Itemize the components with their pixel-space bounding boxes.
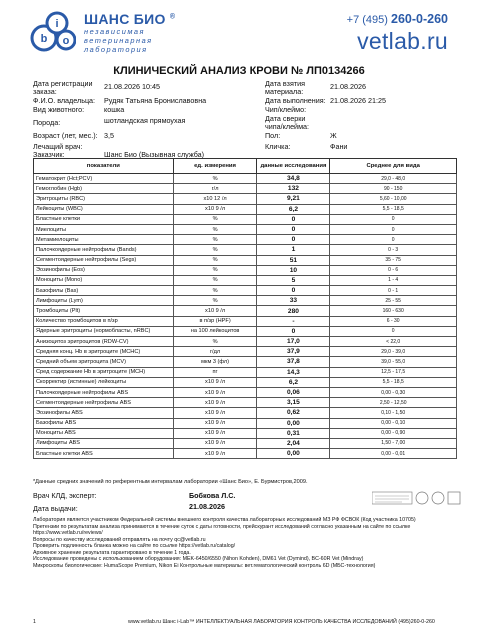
reference-range: 0,10 - 1,50 [330, 408, 457, 418]
result-value: - [257, 316, 330, 326]
parameter-name: Эритроциты (RBC) [34, 194, 174, 204]
result-value: 33 [257, 296, 330, 306]
parameter-name: Количество тромбоцитов в п/зр [34, 316, 174, 326]
certification-marks-icon [372, 490, 462, 508]
reference-range: 29,0 - 39,0 [330, 347, 457, 357]
parameter-name: Сегментоядерные нейтрофилы ABS [34, 398, 174, 408]
parameter-name: Эозинофилы (Eos) [34, 265, 174, 275]
sample-date-label: Дата взятия материала: [265, 79, 306, 97]
svg-text:i: i [55, 18, 59, 30]
unit: г/л [173, 184, 257, 194]
parameter-name: Средняя конц. Hb в эритроците (MCHC) [34, 347, 174, 357]
results-header-row [34, 159, 457, 174]
reference-range: 1,50 - 7,00 [330, 438, 457, 448]
unit: % [173, 337, 257, 347]
parameter-name: Гемоглобин (Hgb) [34, 184, 174, 194]
table-row [34, 326, 457, 336]
note-line: Вопросы по качеству исследований отправлять на почту qc@vetlab.ru [33, 536, 206, 543]
parameter-name: Тромбоциты (Plt) [34, 306, 174, 316]
breed-label: Порода: [33, 118, 61, 127]
parameter-name: Миелоциты [34, 224, 174, 234]
parameter-name: Сред содержание Hb в эритроците (MCH) [34, 367, 174, 377]
sex-label: Пол: [265, 131, 281, 140]
parameter-name: Лейкоциты (WBC) [34, 204, 174, 214]
phone-number[interactable]: +7 (495) 260-0-260 [346, 12, 448, 26]
reg-date-value: 21.08.2026 10:45 [104, 82, 160, 91]
sex-value: Ж [330, 131, 337, 140]
reference-range: 0,00 - 0,01 [330, 449, 457, 459]
doctor-signature-value: Бобкова Л.С. [189, 491, 236, 500]
customer-label: Заказчик: [33, 150, 65, 159]
sample-date-value: 21.08.2026 [330, 82, 366, 91]
reference-range: 0,00 - 0,10 [330, 418, 457, 428]
unit: % [173, 174, 257, 184]
result-value: 0 [257, 214, 330, 224]
result-value: 37,8 [257, 357, 330, 367]
unit: г/дл [173, 347, 257, 357]
table-row [34, 428, 457, 438]
unit: на 100 лейкоцитов [173, 326, 257, 336]
unit: % [173, 275, 257, 285]
result-value: 17,0 [257, 337, 330, 347]
reference-range: 0 - 6 [330, 265, 457, 275]
reference-range: 5,5 - 18,5 [330, 377, 457, 387]
parameter-name: Палочкоядерные нейтрофилы (Bands) [34, 245, 174, 255]
footer-text: www.vetlab.ru Шанс i-Lab™ ИНТЕЛЛЕКТУАЛЬНАЯ ЛАБОРАТОРИЯ КОНТРОЛЬ КАЧЕСТВА ИССЛЕДОВАНИЙ (495)260-0-260 [128, 619, 435, 625]
reference-range: 0,00 - 0,30 [330, 387, 457, 397]
result-value: 37,9 [257, 347, 330, 357]
unit: x10 9 /л [173, 204, 257, 214]
parameter-name: Ядерные эритроциты (нормобласты, nRBC) [34, 326, 174, 336]
col-header-reference: Среднее для вида [330, 159, 457, 174]
shans-bio-logo [30, 10, 76, 54]
table-row [34, 408, 457, 418]
website-url[interactable]: vetlab.ru [357, 28, 448, 54]
svg-text:o: o [62, 35, 70, 47]
result-value: 51 [257, 255, 330, 265]
brand-name: ШАНС БИО ® [84, 11, 176, 27]
reference-range: 0 [330, 224, 457, 234]
issue-date-value: 21.08.2026 [189, 502, 225, 511]
reference-range: 5,60 - 10,00 [330, 194, 457, 204]
table-row [34, 449, 457, 459]
brand-tagline-1: независимая [84, 27, 145, 36]
unit: x10 9 /л [173, 398, 257, 408]
result-value: 9,21 [257, 194, 330, 204]
unit: % [173, 265, 257, 275]
lab-notes [33, 517, 453, 569]
table-row [34, 224, 457, 234]
parameter-name: Лимфоциты ABS [34, 438, 174, 448]
table-row [34, 377, 457, 387]
svg-text:b: b [40, 33, 48, 45]
species-value: кошка [104, 105, 125, 114]
chip-check-label: Дата сверки чипа/клейма: [265, 114, 310, 132]
reference-range: 5,5 - 18,5 [330, 204, 457, 214]
unit: x10 9 /л [173, 428, 257, 438]
brand-block [84, 11, 175, 54]
reference-range: 0 [330, 326, 457, 336]
parameter-name: Эозинофилы ABS [34, 408, 174, 418]
result-value: 10 [257, 265, 330, 275]
result-value: 0 [257, 326, 330, 336]
result-value: 6,2 [257, 377, 330, 387]
unit: % [173, 235, 257, 245]
note-line: Проверить подлинность бланка можно на сайте по ссылке https://vetlab.ru/catalog/ [33, 543, 236, 549]
reference-range: 90 - 150 [330, 184, 457, 194]
parameter-name: Сегментоядерные нейтрофилы (Segs) [34, 255, 174, 265]
unit: x10 9 /л [173, 438, 257, 448]
parameter-name: Анизоцитоз эритроцитов (RDW-CV) [34, 337, 174, 347]
result-value: 0,00 [257, 449, 330, 459]
unit: % [173, 214, 257, 224]
results-table [33, 158, 457, 459]
reference-range: 0 - 3 [330, 245, 457, 255]
reference-range: 6 - 30 [330, 316, 457, 326]
page-number: 1 [33, 619, 36, 625]
age-label: Возраст (лет, мес.): [33, 131, 98, 140]
reference-range: 39,0 - 55,0 [330, 357, 457, 367]
table-row [34, 337, 457, 347]
unit: % [173, 224, 257, 234]
parameter-name: Лимфоциты (Lym) [34, 296, 174, 306]
unit: x10 9 /л [173, 408, 257, 418]
doctor-label: Лечащий врач: [33, 142, 83, 151]
owner-value: Рудяк Татьяна Брониславовна [104, 96, 207, 105]
table-row [34, 347, 457, 357]
note-line: Лаборатория является участником Федеральной системы внешнего контроля качества лабораторных исследований МЗ РФ ФСВОК (Код участника 10705) [33, 517, 416, 523]
col-header-parameter: показатели [34, 159, 174, 174]
table-row [34, 286, 457, 296]
table-row [34, 438, 457, 448]
result-value: 6,2 [257, 204, 330, 214]
result-value: 3,15 [257, 398, 330, 408]
unit: x10 9 /л [173, 449, 257, 459]
table-row [34, 387, 457, 397]
unit: x10 12 /л [173, 194, 257, 204]
reference-range: 12,5 - 17,5 [330, 367, 457, 377]
result-value: 0,00 [257, 418, 330, 428]
result-value: 1 [257, 245, 330, 255]
parameter-name: Скорректир (истинные) лейкоциты [34, 377, 174, 387]
unit: x10 9 /л [173, 387, 257, 397]
result-value: 0,62 [257, 408, 330, 418]
unit: x10 9 /л [173, 306, 257, 316]
result-value: 0 [257, 235, 330, 245]
done-date-label: Дата выполнения: [265, 96, 326, 105]
nickname-value: Фани [330, 142, 348, 151]
parameter-name: Базофилы ABS [34, 418, 174, 428]
issue-date-label: Дата выдачи: [33, 504, 78, 513]
table-row [34, 204, 457, 214]
table-row [34, 367, 457, 377]
result-value: 280 [257, 306, 330, 316]
table-row [34, 306, 457, 316]
age-value: 3,5 [104, 131, 114, 140]
result-value: 34,8 [257, 174, 330, 184]
result-value: 0,06 [257, 387, 330, 397]
doctor-signature-label: Врач КЛД, эксперт: [33, 491, 97, 500]
done-date-value: 21.08.2026 21:25 [330, 96, 386, 105]
parameter-name: Моноциты ABS [34, 428, 174, 438]
unit: x10 9 /л [173, 418, 257, 428]
result-value: 0 [257, 286, 330, 296]
reference-range: 29,0 - 48,0 [330, 174, 457, 184]
unit: пг [173, 367, 257, 377]
table-row [34, 214, 457, 224]
parameter-name: Бластные клетки ABS [34, 449, 174, 459]
col-header-unit: ед. измерения [173, 159, 257, 174]
parameter-name: Гематокрит (Hct;PCV) [34, 174, 174, 184]
note-line: Архивное хранение результата гарантировано в течение 1 года. [33, 549, 191, 556]
parameter-name: Средний объем эритроцита (MCV) [34, 357, 174, 367]
unit: % [173, 245, 257, 255]
unit: x10 9 /л [173, 377, 257, 387]
table-row [34, 265, 457, 275]
reference-range: 1 - 4 [330, 275, 457, 285]
table-row [34, 275, 457, 285]
unit: % [173, 255, 257, 265]
reg-date-label: Дата регистрации заказа: [33, 79, 93, 97]
result-value: 14,3 [257, 367, 330, 377]
reference-range: 160 - 630 [330, 306, 457, 316]
reference-range: 0 - 1 [330, 286, 457, 296]
unit: % [173, 286, 257, 296]
unit: мкм 3 (фл) [173, 357, 257, 367]
reference-footnote: *Данные средних значений по референтным интервалам лаборатории «Шанс Био», Е. Бурмистров,2009. [33, 479, 308, 485]
table-row [34, 418, 457, 428]
reference-range: 0 [330, 235, 457, 245]
table-row [34, 235, 457, 245]
letterhead [0, 0, 478, 62]
brand-tagline-2: ветеринарная [84, 36, 153, 45]
owner-label: Ф.И.О. владельца: [33, 96, 96, 105]
customer-value: Шанс Био (Вызывная служба) [104, 150, 205, 159]
breed-value: шотландская прямоухая [104, 116, 186, 125]
reference-range: 0,00 - 0,90 [330, 428, 457, 438]
table-row [34, 174, 457, 184]
unit: в п/зр (HPF) [173, 316, 257, 326]
col-header-result: данные исследования [257, 159, 330, 174]
parameter-name: Моноциты (Mono) [34, 275, 174, 285]
result-value: 0,31 [257, 428, 330, 438]
result-value: 2,04 [257, 438, 330, 448]
report-title: КЛИНИЧЕСКИЙ АНАЛИЗ КРОВИ № ЛП0134266 [113, 65, 365, 77]
table-row [34, 255, 457, 265]
unit: % [173, 296, 257, 306]
table-row [34, 357, 457, 367]
parameter-name: Палочкоядерные нейтрофилы ABS [34, 387, 174, 397]
note-line: Претензии по результатам анализа принимаются в течение суток с даты готовности, прейскурант исследований согласно указанным на сайте по ссылке https://www.vetlab.ru/reviews/ [33, 523, 411, 536]
result-value: 5 [257, 275, 330, 285]
reference-range: 0 [330, 214, 457, 224]
table-row [34, 245, 457, 255]
nickname-label: Кличка: [265, 142, 291, 151]
table-row [34, 194, 457, 204]
reference-range: 35 - 75 [330, 255, 457, 265]
reference-range: < 22,0 [330, 337, 457, 347]
parameter-name: Бластные клетки [34, 214, 174, 224]
table-row [34, 316, 457, 326]
result-value: 132 [257, 184, 330, 194]
reference-range: 2,50 - 12,50 [330, 398, 457, 408]
parameter-name: Метамиелоциты [34, 235, 174, 245]
parameter-name: Базофилы (Bas) [34, 286, 174, 296]
species-label: Вид животного: [33, 105, 85, 114]
brand-tagline-3: лаборатория [84, 45, 148, 54]
chip-label: Чип/клеймо: [265, 105, 307, 114]
table-row [34, 398, 457, 408]
result-value: 0 [257, 224, 330, 234]
note-line: Исследование проведены с использованием оборудования: MEK-6450/6550 (Nihon Kohden), DM61 Vet (Dymind), BC-60R Vet (Mindray) [33, 556, 364, 562]
table-row [34, 296, 457, 306]
table-row [34, 184, 457, 194]
reference-range: 25 - 55 [330, 296, 457, 306]
note-line: Микроскопы биологические: HumaScope Premium, Nikon Ei Контрольные материалы: вет.гематологический контроль 6D (МБС-технология) [33, 562, 376, 569]
